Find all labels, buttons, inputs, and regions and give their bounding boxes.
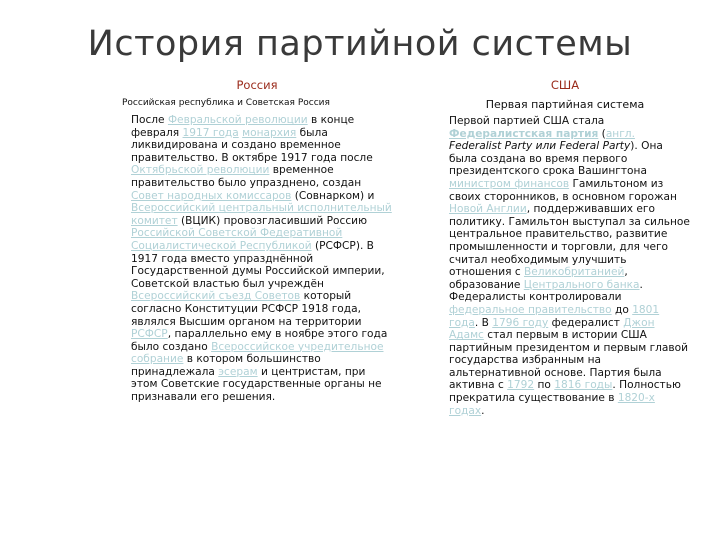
inline-link[interactable]: 1801 года	[449, 303, 660, 329]
inline-text: временное правительство было упразднено, создан	[131, 164, 362, 189]
inline-link[interactable]: Российской Советской Федеративной Социалистической Республикой	[131, 227, 343, 252]
inline-text: , параллельно ему в ноябре этого года было создано	[131, 328, 388, 353]
inline-text: . В	[474, 316, 493, 329]
inline-text: в конце февраля	[131, 114, 355, 139]
inline-text: была ликвидирована и создано временное правительство. В октябре 1917 года после	[131, 126, 373, 164]
inline-link[interactable]: Центрального банка	[523, 278, 640, 291]
inline-text: (ВЦИК) провозгласивший Россию	[177, 214, 367, 227]
right-heading: США	[550, 78, 580, 92]
inline-link[interactable]: Февральской революции	[167, 114, 308, 126]
inline-text: который согласно Конституции РСФСР 1918 года, являлся Высшим органом на территории	[131, 290, 362, 328]
inline-italic-text: Federalist Party или Federal Party	[449, 140, 631, 153]
inline-link[interactable]: англ.	[605, 127, 635, 140]
right-paragraph	[440, 115, 690, 417]
inline-link[interactable]: Новой Англии	[449, 203, 527, 216]
inline-link[interactable]: 1816 годы	[554, 379, 613, 392]
inline-link[interactable]: Всероссийский съезд Советов	[131, 290, 301, 303]
inline-link[interactable]: монархия	[242, 126, 297, 139]
inline-link[interactable]: Джон Адамс	[449, 316, 655, 342]
inline-link[interactable]: Всероссийское учредительное собрание	[131, 340, 384, 366]
inline-text: Первой партией США стала	[449, 115, 605, 127]
inline-text: . Полностью прекратила существование в	[449, 379, 681, 405]
inline-text: стал первым в истории США партийным президентом и первым главой государства избранным на альтернативной основе. Партия была активна с	[449, 329, 689, 392]
inline-link[interactable]: Великобританией	[524, 266, 625, 279]
inline-text: После	[131, 114, 168, 126]
inline-text: (	[598, 127, 606, 140]
inline-text: ). Она была создана во время первого президентского срока Вашингтона	[449, 140, 663, 178]
left-subheading: Российская республика и Советская Россия	[122, 98, 330, 108]
inline-link[interactable]: 1820-х годах	[449, 392, 655, 417]
left-paragraph	[122, 114, 392, 404]
inline-link[interactable]: Совет народных комиссаров	[131, 189, 292, 202]
inline-text: .	[481, 404, 485, 417]
inline-link[interactable]: эсерам	[218, 365, 258, 378]
inline-link[interactable]: 1796 году	[492, 316, 549, 329]
inline-text: , поддерживавших его политику. Гамильтон выступал за сильное центральное правительство, развитие промышленности и торговли, для чего считал необходимым улучшить отношения с	[449, 203, 690, 279]
inline-link[interactable]: 1917 года	[182, 126, 239, 139]
left-heading: Россия	[236, 78, 278, 92]
inline-text: в котором большинство принадлежала	[131, 353, 321, 378]
inline-link[interactable]: 1792	[507, 379, 535, 392]
inline-link[interactable]: Федералистская партия	[449, 127, 599, 140]
inline-text: и центристам, при этом Советские государственные органы не признавали его решения.	[131, 365, 382, 404]
inline-link[interactable]: федеральное правительство	[449, 303, 612, 316]
inline-text: , образование	[449, 266, 628, 291]
right-column	[440, 78, 690, 417]
slide-title: История партийной системы	[87, 24, 633, 64]
inline-link[interactable]: РСФСР	[131, 328, 168, 341]
inline-text: . Федералисты контролировали	[449, 278, 643, 304]
inline-link[interactable]: Всероссийский центральный исполнительный комитет	[131, 202, 392, 227]
inline-link[interactable]: Октябрьской революции	[131, 164, 270, 177]
right-subheading: Первая партийная система	[485, 98, 645, 111]
left-column	[122, 78, 392, 404]
inline-text: Гамильтоном из своих сторонников, в основном горожан	[449, 177, 677, 203]
inline-link[interactable]: министром финансов	[449, 177, 570, 190]
inline-text: по	[534, 379, 555, 392]
inline-text: федералист	[548, 316, 624, 329]
inline-text: (Совнарком) и	[291, 189, 375, 202]
inline-text: (РСФСР). В 1917 года вместо упразднённой Государственной думы Российской империи, Советской властью был учреждён	[131, 239, 385, 290]
inline-text: до	[611, 303, 633, 316]
